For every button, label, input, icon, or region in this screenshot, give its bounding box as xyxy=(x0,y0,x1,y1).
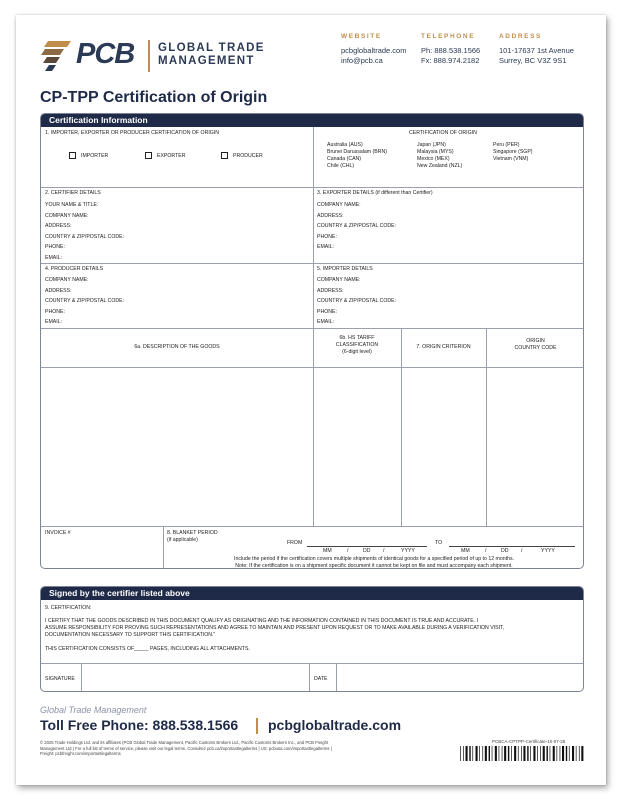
origin-label: CERTIFICATION OF ORIGIN xyxy=(409,130,477,136)
barcode-icon xyxy=(460,746,584,761)
from-date-field[interactable] xyxy=(307,546,427,547)
telephone-fax: Fx: 888.974.2182 xyxy=(421,56,480,65)
date-label: DATE xyxy=(314,676,328,682)
blanket-note-1: Include the period if the certification covers multiple shipments of identical goods for a specified period of up to 12 months. xyxy=(234,556,514,562)
website-email[interactable]: info@pcb.ca xyxy=(341,56,383,65)
from-mm: MM xyxy=(323,548,332,554)
pages-count-line: THIS CERTIFICATION CONSISTS OF_____ PAGES, INCLUDING ALL ATTACHMENTS. xyxy=(45,646,250,652)
exporter-company-field[interactable]: COMPANY NAME: xyxy=(317,202,361,208)
pcb-logo-mark-icon xyxy=(40,39,74,71)
section-header: Certification Information xyxy=(41,114,583,127)
country-item: Mexico (MEX) xyxy=(417,156,450,162)
document-page xyxy=(16,15,606,785)
origin-country-header-line1: ORIGIN xyxy=(526,338,545,344)
certifier-company-field[interactable]: COMPANY NAME: xyxy=(45,212,89,219)
goods-description-header: 6a. DESCRIPTION OF THE GOODS xyxy=(134,344,220,350)
section-header: Signed by the certifier listed above xyxy=(41,587,583,600)
certification-statement-line2: ASSUME RESPONSIBILITY FOR PROVING SUCH REPRESENTATIONS AND AGREE TO MAINTAIN AND PRESENT UPON REQUEST OR TO MAKE AVAILABLE DURING A VERIFICATION VISIT, xyxy=(45,625,505,631)
divider xyxy=(313,187,314,263)
field2-label: 2. CERTIFIER DETAILS xyxy=(45,190,101,196)
country-item: Malaysia (MYS) xyxy=(417,149,454,155)
producer-phone-field[interactable]: PHONE: xyxy=(45,308,65,315)
exporter-country-field[interactable]: COUNTRY & ZIP/POSTAL CODE: xyxy=(317,223,397,229)
logo-divider xyxy=(148,40,150,72)
producer-company-field[interactable]: COMPANY NAME: xyxy=(45,277,89,283)
to-date-field[interactable] xyxy=(449,546,575,547)
to-mm: MM xyxy=(461,548,470,554)
origin-criterion-cell[interactable] xyxy=(402,368,485,525)
exporter-checkbox[interactable] xyxy=(145,152,152,159)
certifier-email-field[interactable]: EMAIL: xyxy=(45,254,63,261)
field9-label: 9. CERTIFICATION: xyxy=(45,605,92,611)
hs-classification-cell[interactable] xyxy=(314,368,400,525)
certifier-phone-field[interactable]: PHONE: xyxy=(45,244,65,250)
footer-tagline: Global Trade Management xyxy=(40,705,147,715)
importer-country-field[interactable]: COUNTRY & ZIP/POSTAL CODE: xyxy=(317,298,397,304)
country-item: Singapore (SGP) xyxy=(493,149,533,155)
blanket-note-2: Note: If the certification is on a shipment specific document it cannot be kept on file and must accompany each shipment. xyxy=(235,563,513,569)
producer-country-field[interactable]: COUNTRY & ZIP/POSTAL CODE: xyxy=(45,298,125,304)
footer-legal xyxy=(40,740,390,757)
hs-header-line1: 6b. HS TARIFF xyxy=(339,335,375,341)
logo-company-line1: GLOBAL TRADE xyxy=(158,42,265,54)
origin-country-header-line2: COUNTRY CODE xyxy=(514,345,557,351)
certifier-country-field[interactable]: COUNTRY & ZIP/POSTAL CODE: xyxy=(45,233,125,240)
importer-phone-field[interactable]: PHONE: xyxy=(317,308,337,315)
legal-line: Management Ltd.) For a full list of terms of service, please visit our legal terms. Consultez pcb.ca/importantlegalterms | US: pcbusa.com/importantlegalterms | xyxy=(40,745,332,751)
divider xyxy=(313,127,314,187)
company-logo xyxy=(40,37,280,77)
importer-address-field[interactable]: ADDRESS: xyxy=(317,287,344,294)
country-item: Peru (PER) xyxy=(493,142,520,148)
exporter-label: EXPORTER xyxy=(157,153,186,159)
to-yyyy: YYYY xyxy=(541,548,555,554)
divider xyxy=(41,526,584,527)
from-slash: / xyxy=(347,548,349,554)
goods-description-cell[interactable] xyxy=(42,368,312,525)
blanket-label-line2: (if applicable) xyxy=(167,537,198,543)
hs-header-line2: CLASSIFICATION xyxy=(335,342,379,348)
field3-label: 3. EXPORTER DETAILS (if different than Certifier) xyxy=(317,190,433,196)
field5-label: 5. IMPORTER DETAILS xyxy=(317,266,373,272)
divider xyxy=(309,663,310,692)
certifier-address-field[interactable]: ADDRESS: xyxy=(45,223,72,229)
certifier-name-field[interactable]: YOUR NAME & TITLE: xyxy=(45,202,99,208)
from-slash: / xyxy=(383,548,385,554)
importer-label: IMPORTER xyxy=(81,153,109,159)
address-line1: 101-17637 1st Avenue xyxy=(499,46,574,55)
footer-phone: Toll Free Phone: 888.538.1566 xyxy=(40,717,239,733)
country-item: Vietnam (VNM) xyxy=(493,156,529,162)
country-item: Australia (AUS) xyxy=(327,142,363,148)
importer-checkbox[interactable] xyxy=(69,152,76,159)
form-code: PCBCA-CPTPP-Certificate-10-07-25 xyxy=(492,739,566,744)
signature-field[interactable] xyxy=(82,664,308,692)
invoice-label: INVOICE # xyxy=(45,530,71,536)
telephone-label: TELEPHONE xyxy=(421,33,476,40)
logo-text: PCB xyxy=(76,38,135,70)
country-item: Chile (CHL) xyxy=(327,163,355,169)
website-label: WEBSITE xyxy=(341,33,382,40)
certification-statement-line3: DOCUMENTATION NECESSARY TO SUPPORT THIS CERTIFICATION." xyxy=(45,632,216,638)
page-title: CP-TPP Certification of Origin xyxy=(40,89,268,106)
logo-company-name xyxy=(158,42,278,68)
to-dd: DD xyxy=(501,548,509,554)
date-field[interactable] xyxy=(337,664,584,692)
exporter-address-field[interactable]: ADDRESS: xyxy=(317,212,344,219)
country-item: New Zealand (NZL) xyxy=(417,163,463,169)
footer-website-link[interactable]: pcbglobaltrade.com xyxy=(268,717,402,733)
logo-company-line2: MANAGEMENT xyxy=(158,55,255,67)
to-slash: / xyxy=(485,548,487,554)
importer-email-field[interactable]: EMAIL: xyxy=(317,319,335,325)
exporter-email-field[interactable]: EMAIL: xyxy=(317,244,335,250)
from-dd: DD xyxy=(363,548,371,554)
website-url[interactable]: pcbglobaltrade.com xyxy=(341,46,407,55)
producer-checkbox[interactable] xyxy=(221,152,228,159)
origin-criterion-header: 7. ORIGIN CRITERION xyxy=(416,344,471,350)
from-yyyy: YYYY xyxy=(401,548,415,554)
address-line2: Surrey, BC V3Z 9S1 xyxy=(499,56,567,65)
blanket-label-line1: 8. BLANKET PERIOD xyxy=(167,530,218,536)
producer-label: PRODUCER xyxy=(233,153,263,159)
contact-website xyxy=(341,32,406,66)
signature-label: SIGNATURE xyxy=(45,676,75,682)
exporter-phone-field[interactable]: PHONE: xyxy=(317,233,337,240)
certification-statement-line1: I CERTIFY THAT THE GOODS DESCRIBED IN THIS DOCUMENT QUALIFY AS ORIGINATING AND THE INFORMATION CONTAINED IN THIS DOCUMENT IS TRUE AND ACCURATE. I xyxy=(45,618,479,624)
importer-company-field[interactable]: COMPANY NAME: xyxy=(317,277,361,283)
field1-label: 1. IMPORTER, EXPORTER OR PRODUCER CERTIFICATION OF ORIGIN xyxy=(45,130,219,136)
divider xyxy=(313,263,314,328)
certifier-signature-panel xyxy=(40,586,584,692)
to-label: TO xyxy=(435,540,443,546)
producer-address-field[interactable]: ADDRESS: xyxy=(45,287,72,294)
address-label: ADDRESS xyxy=(499,33,542,40)
country-item: Brunei Darussalam (BRN) xyxy=(327,149,387,155)
field4-label: 4. PRODUCER DETAILS xyxy=(45,266,104,272)
producer-email-field[interactable]: EMAIL: xyxy=(45,319,63,325)
footer-divider xyxy=(256,718,258,734)
certification-information-panel xyxy=(40,113,584,569)
legal-line: © 2025 Trade Holdings Ltd. and its affiliates (PCB Global Trade Management, Pacific Customs Brokers Ltd., Pacific Customs Brokers Inc., and PCB Freight xyxy=(40,740,329,745)
contact-telephone xyxy=(421,32,480,66)
origin-country-cell[interactable] xyxy=(487,368,584,525)
telephone-phone: Ph: 888.538.1566 xyxy=(421,46,481,55)
country-item: Japan (JPN) xyxy=(417,142,446,148)
to-slash: / xyxy=(521,548,523,554)
contact-address xyxy=(499,32,574,66)
from-label: FROM xyxy=(287,540,303,546)
legal-line: Freight: pcbfreight.com/importantlegalterms xyxy=(40,751,121,756)
hs-header-line3: (6-digit level) xyxy=(342,349,372,355)
country-item: Canada (CAN) xyxy=(327,156,362,162)
